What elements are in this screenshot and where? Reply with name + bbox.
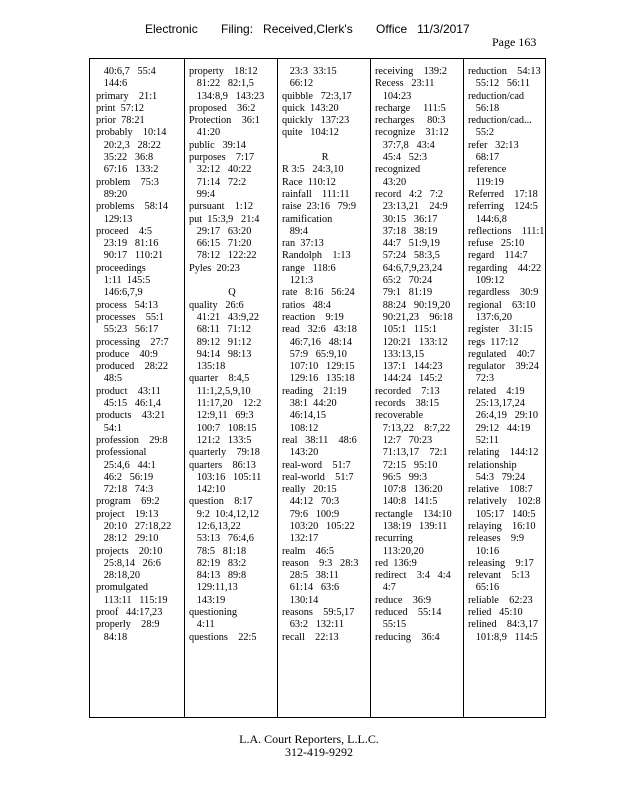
index-entry: 72:18 74:3 [96, 484, 154, 496]
index-entry: 143:20 [282, 447, 319, 459]
index-entry: 45:4 52:3 [375, 152, 428, 164]
index-entry: profession 29:8 [96, 434, 168, 446]
index-entry: 41:21 43:9,22 [189, 311, 260, 323]
index-entry: relationship [468, 459, 517, 471]
index-entry: quarter 8:4,5 [189, 373, 250, 385]
index-entry: releases 9:9 [468, 533, 525, 545]
index-entry: print 57:12 [96, 102, 145, 114]
index-entry: real 38:11 48:6 [282, 434, 357, 446]
index-entry: proposed 36:2 [189, 102, 256, 114]
index-entry: really 20:15 [282, 484, 337, 496]
index-entry: projects 20:10 [96, 545, 163, 557]
index-entry: 63:2 132:11 [282, 619, 344, 631]
index-entry: 90:17 110:21 [96, 250, 164, 262]
index-entry: professional [96, 447, 147, 459]
index-entry: 82:19 83:2 [189, 557, 247, 569]
index-entry: problems 58:14 [96, 201, 169, 213]
court-reporter-name: L.A. Court Reporters, L.L.C. [239, 732, 379, 746]
index-entry: reason 9:3 28:3 [282, 557, 359, 569]
index-entry: quarters 86:13 [189, 459, 256, 471]
column-divider [184, 59, 185, 717]
index-entry: 65:16 [468, 582, 500, 594]
index-entry: properly 28:9 [96, 619, 160, 631]
index-entry: pursuant 1:12 [189, 201, 254, 213]
index-entry: 121:3 [282, 275, 314, 287]
index-entry: redirect 3:4 4:4 [375, 570, 451, 582]
index-entry: 28:5 38:11 [282, 570, 339, 582]
index-entry: Race 110:12 [282, 176, 336, 188]
index-entry: 12:9,11 69:3 [189, 410, 254, 422]
index-entry: 11:17,20 12:2 [189, 398, 262, 410]
index-entry: 20:2,3 28:22 [96, 139, 161, 151]
index-entry: 146:6,7,9 [96, 287, 143, 299]
index-entry: R 3:5 24:3,10 [282, 164, 344, 176]
index-entry: 25:13,17,24 [468, 398, 525, 410]
index-entry: 55:2 [468, 127, 495, 139]
page-number: Page 163 [492, 35, 537, 49]
index-entry: reaction 9:19 [282, 311, 344, 323]
index-entry: product 43:11 [96, 385, 161, 397]
index-entry: 52:11 [468, 434, 499, 446]
index-entry: promulgated [96, 582, 149, 594]
index-entry: Referred 17:18 [468, 188, 538, 200]
blank-line [189, 275, 275, 287]
index-entry: 107:8 136:20 [375, 484, 443, 496]
index-entry: 142:10 [189, 484, 226, 496]
index-entry: register 31:15 [468, 324, 533, 336]
index-entry: 129:16 135:18 [282, 373, 355, 385]
index-entry: 89:20 [96, 188, 128, 200]
index-entry: relating 144:12 [468, 447, 539, 459]
index-entry: 7:13,22 8:7,22 [375, 422, 451, 434]
index-entry: 46:14,15 [282, 410, 327, 422]
index-entry: 37:7,8 43:4 [375, 139, 435, 151]
index-entry: 4:11 [189, 619, 215, 631]
index-column-3 [282, 66, 368, 644]
index-entry: 109:12 [468, 275, 505, 287]
footer [0, 733, 618, 759]
index-entry: question 8:17 [189, 496, 253, 508]
index-entry: relaying 16:10 [468, 520, 536, 532]
index-entry: 120:21 133:12 [375, 336, 448, 348]
index-entry: recurring [375, 533, 413, 545]
index-entry: 29:17 63:20 [189, 225, 252, 237]
index-entry: 68:11 71:12 [189, 324, 251, 336]
index-entry: 144:24 145:2 [375, 373, 443, 385]
index-entry: 29:12 44:19 [468, 422, 531, 434]
index-entry: 113:11 115:19 [96, 594, 168, 606]
index-entry: quarterly 79:18 [189, 447, 260, 459]
index-entry: read 32:6 43:18 [282, 324, 357, 336]
index-entry: 71:14 72:2 [189, 176, 247, 188]
index-entry: 54:1 [96, 422, 123, 434]
index-entry: rectangle 134:10 [375, 508, 452, 520]
index-entry: 55:12 56:11 [468, 78, 530, 90]
index-entry: produced 28:22 [96, 361, 169, 373]
index-entry: ratios 48:4 [282, 299, 331, 311]
index-entry: proof 44:17,23 [96, 607, 163, 619]
index-column-2 [189, 66, 275, 644]
index-entry: recharges 80:3 [375, 115, 446, 127]
index-entry: refuse 25:10 [468, 238, 525, 250]
index-entry: products 43:21 [96, 410, 166, 422]
index-entry: 56:18 [468, 102, 500, 114]
index-entry: 107:10 129:15 [282, 361, 355, 373]
index-entry: 23:3 33:15 [282, 66, 337, 77]
index-entry: 35:22 36:8 [96, 152, 154, 164]
column-divider [277, 59, 278, 717]
index-entry: relined 84:3,17 [468, 619, 539, 631]
index-entry: 38:1 44:20 [282, 398, 337, 410]
index-entry: 55:15 [375, 619, 407, 631]
index-entry: 84:18 [96, 631, 128, 643]
index-entry: 68:17 [468, 152, 500, 164]
index-entry: 130:14 [282, 594, 319, 606]
index-entry: questions 22:5 [189, 631, 257, 643]
index-entry: reduce 36:9 [375, 594, 432, 606]
court-reporter-phone: 312-419-9292 [285, 745, 353, 759]
index-entry: 65:2 70:24 [375, 275, 433, 287]
index-entry: regs 117:12 [468, 336, 519, 348]
index-entry: 90:21,23 96:18 [375, 311, 453, 323]
index-entry: Pyles 20:23 [189, 262, 240, 274]
index-entry: recall 22:13 [282, 631, 339, 643]
index-entry: 100:7 108:15 [189, 422, 257, 434]
index-entry: reduction/cad [468, 90, 525, 102]
index-entry: red 136:9 [375, 557, 417, 569]
index-entry: 4:7 [375, 582, 396, 594]
index-entry: 84:13 89:8 [189, 570, 247, 582]
index-entry: primary 21:1 [96, 90, 158, 102]
index-entry: 78:5 81:18 [189, 545, 247, 557]
index-entry: 89:12 91:12 [189, 336, 252, 348]
index-entry: 72:3 [468, 373, 495, 385]
index-entry: quick 143:20 [282, 102, 339, 114]
index-entry: questioning [189, 607, 238, 619]
index-entry: proceedings [96, 262, 146, 274]
index-entry: 103:16 105:11 [189, 471, 262, 483]
index-entry: 23:19 81:16 [96, 238, 159, 250]
index-entry: property 18:12 [189, 66, 258, 77]
index-entry: 57:9 65:9,10 [282, 348, 347, 360]
index-entry: process 54:13 [96, 299, 159, 311]
index-entry: records 38:15 [375, 398, 440, 410]
index-entry: ramification [282, 213, 333, 225]
index-entry: releasing 9:17 [468, 557, 534, 569]
index-entry: 10:16 [468, 545, 500, 557]
index-entry: 44:7 51:9,19 [375, 238, 440, 250]
index-entry: 40:6,7 55:4 [96, 66, 156, 77]
index-entry: relatively 102:8 [468, 496, 541, 508]
index-entry: reliable 62:23 [468, 594, 533, 606]
index-entry: 143:19 [189, 594, 226, 606]
index-entry: raise 23:16 79:9 [282, 201, 357, 213]
index-entry: regardless 30:9 [468, 287, 539, 299]
section-letter: Q [228, 287, 236, 299]
index-entry: 1:11 145:5 [96, 275, 151, 287]
index-entry: recharge 111:5 [375, 102, 446, 114]
index-entry: quality 26:6 [189, 299, 244, 311]
index-entry: 121:2 133:5 [189, 434, 252, 446]
index-entry: Protection 36:1 [189, 115, 260, 127]
index-entry: 71:13,17 72:1 [375, 447, 448, 459]
index-entry: 67:16 133:2 [96, 164, 159, 176]
index-entry: 105:1 115:1 [375, 324, 437, 336]
index-entry: reducing 36:4 [375, 631, 440, 643]
index-entry: reflections 111:1 [468, 225, 545, 237]
index-entry: public 39:14 [189, 139, 246, 151]
index-entry: 132:17 [282, 533, 319, 545]
index-entry: 137:6,20 [468, 311, 513, 323]
index-entry: 108:12 [282, 422, 319, 434]
index-entry: range 118:6 [282, 262, 336, 274]
index-entry: 79:6 100:9 [282, 508, 340, 520]
index-entry: 135:18 [189, 361, 226, 373]
index-entry: 44:12 70:3 [282, 496, 340, 508]
index-entry: 23:13,21 24:9 [375, 201, 448, 213]
index-entry: 46:7,16 48:14 [282, 336, 353, 348]
index-entry: produce 40:9 [96, 348, 158, 360]
index-entry: 140:8 141:5 [375, 496, 438, 508]
index-entry: 104:23 [375, 90, 412, 102]
index-entry: 20:10 27:18,22 [96, 520, 172, 532]
index-entry: 134:8,9 143:23 [189, 90, 265, 102]
index-entry: 81:22 82:1,5 [189, 78, 254, 90]
column-divider [370, 59, 371, 717]
blank-line [282, 140, 368, 152]
index-entry: 48:5 [96, 373, 123, 385]
index-entry: 113:20,20 [375, 545, 424, 557]
index-entry: related 4:19 [468, 385, 525, 397]
index-entry: proceed 4:5 [96, 225, 153, 237]
index-entry: 103:20 105:22 [282, 520, 355, 532]
index-entry: 41:20 [189, 127, 221, 139]
index-entry: 99:4 [189, 188, 216, 200]
index-entry: 119:19 [468, 176, 504, 188]
index-entry: reading 21:19 [282, 385, 347, 397]
index-entry: 144:6,8 [468, 213, 507, 225]
index-table [89, 58, 546, 718]
index-entry: 26:4,19 29:10 [468, 410, 539, 422]
index-entry: regard 114:7 [468, 250, 528, 262]
index-entry: 45:15 46:1,4 [96, 398, 161, 410]
index-entry: reference [468, 164, 507, 176]
index-entry: quite 104:12 [282, 127, 339, 139]
index-entry: reduction/cad... [468, 115, 532, 127]
index-entry: 88:24 90:19,20 [375, 299, 451, 311]
index-entry: real-world 51:7 [282, 471, 354, 483]
index-entry: 25:4,6 44:1 [96, 459, 156, 471]
index-entry: reduced 55:14 [375, 607, 442, 619]
index-entry: relative 108:7 [468, 484, 533, 496]
index-entry: relied 45:10 [468, 607, 523, 619]
index-entry: reasons 59:5,17 [282, 607, 355, 619]
index-entry: regulated 40:7 [468, 348, 535, 360]
index-entry: 9:2 10:4,12,12 [189, 508, 260, 520]
index-entry: 28:18,20 [96, 570, 141, 582]
filing-stamp-header: Electronic Filing: Received,Clerk's Office 11/3/2017 [145, 22, 470, 36]
index-column-5 [468, 66, 548, 644]
index-entry: 144:6 [96, 78, 128, 90]
index-entry: 46:2 56:19 [96, 471, 154, 483]
section-letter: R [321, 152, 329, 164]
index-entry: 32:12 40:22 [189, 164, 252, 176]
index-column-1 [96, 66, 182, 644]
index-entry: recognize 31:12 [375, 127, 449, 139]
index-entry: 138:19 139:11 [375, 520, 448, 532]
index-entry: refer 32:13 [468, 139, 519, 151]
index-entry: 53:13 76:4,6 [189, 533, 254, 545]
index-entry: recorded 7:13 [375, 385, 440, 397]
index-entry: rainfall 111:11 [282, 188, 350, 200]
index-entry: 129:11,13 [189, 582, 238, 594]
index-entry: ran 37:13 [282, 238, 324, 250]
index-entry: 37:18 38:19 [375, 225, 438, 237]
index-entry: 133:13,15 [375, 348, 425, 360]
index-entry: problem 75:3 [96, 176, 159, 188]
index-entry: real-word 51:7 [282, 459, 351, 471]
index-entry: rate 8:16 56:24 [282, 287, 355, 299]
index-entry: 94:14 98:13 [189, 348, 252, 360]
index-entry: project 19:13 [96, 508, 159, 520]
index-entry: 55:23 56:17 [96, 324, 159, 336]
index-entry: 61:14 63:6 [282, 582, 340, 594]
index-entry: 96:5 99:3 [375, 471, 428, 483]
index-entry: 64:6,7,9,23,24 [375, 262, 443, 274]
index-entry: relevant 5:13 [468, 570, 530, 582]
index-entry: Randolph 1:13 [282, 250, 351, 262]
index-entry: realm 46:5 [282, 545, 335, 557]
index-entry: 25:8,14 26:6 [96, 557, 161, 569]
index-entry: 79:1 81:19 [375, 287, 433, 299]
index-entry: record 4:2 7:2 [375, 188, 444, 200]
index-entry: regarding 44:22 [468, 262, 542, 274]
index-entry: program 69:2 [96, 496, 160, 508]
index-column-4 [375, 66, 461, 644]
index-entry: processes 55:1 [96, 311, 165, 323]
index-entry: Recess 23:11 [375, 78, 435, 90]
index-entry: 54:3 79:24 [468, 471, 526, 483]
index-entry: probably 10:14 [96, 127, 167, 139]
index-entry: regional 63:10 [468, 299, 536, 311]
index-entry: referring 124:5 [468, 201, 538, 213]
index-entry: 137:1 144:23 [375, 361, 443, 373]
index-entry: recognized [375, 164, 421, 176]
index-entry: 57:24 58:3,5 [375, 250, 440, 262]
index-entry: recoverable [375, 410, 424, 422]
index-entry: put 15:3,9 21:4 [189, 213, 260, 225]
index-entry: regulator 39:24 [468, 361, 539, 373]
index-entry: 12:6,13,22 [189, 520, 241, 532]
index-entry: 11:1,2,5,9,10 [189, 385, 251, 397]
index-entry: 28:12 29:10 [96, 533, 159, 545]
index-entry: 66:12 [282, 78, 314, 90]
index-entry: quickly 137:23 [282, 115, 350, 127]
index-entry: 43:20 [375, 176, 407, 188]
index-entry: 89:4 [282, 225, 309, 237]
column-divider [463, 59, 464, 717]
index-entry: 78:12 122:22 [189, 250, 257, 262]
index-entry: 30:15 36:17 [375, 213, 438, 225]
index-entry: reduction 54:13 [468, 66, 541, 77]
index-entry: quibble 72:3,17 [282, 90, 352, 102]
index-entry: purposes 7:17 [189, 152, 255, 164]
index-entry: 105:17 140:5 [468, 508, 536, 520]
index-entry: 101:8,9 114:5 [468, 631, 538, 643]
index-entry: 12:7 70:23 [375, 434, 433, 446]
index-entry: 129:13 [96, 213, 133, 225]
index-entry: receiving 139:2 [375, 66, 448, 77]
index-entry: processing 27:7 [96, 336, 169, 348]
index-entry: 66:15 71:20 [189, 238, 252, 250]
index-entry: prior 78:21 [96, 115, 145, 127]
index-entry: 72:15 95:10 [375, 459, 438, 471]
